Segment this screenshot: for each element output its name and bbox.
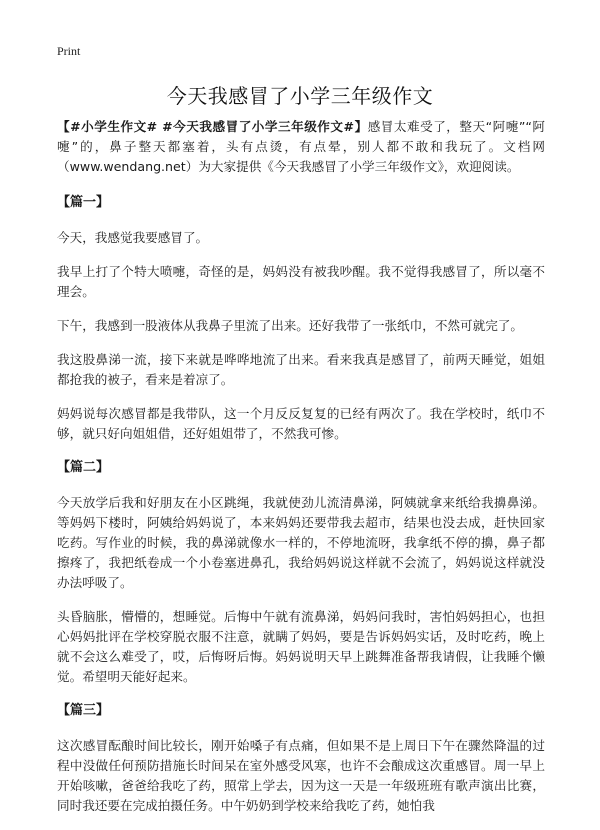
section-heading-2: 【篇二】 (57, 460, 110, 475)
section-heading-1: 【篇一】 (57, 195, 110, 210)
paragraph: 这次感冒酝酿时间比较长，刚开始嗓子有点痛，但如果不是上周日下午在骤然降温的过程中没做任何预防措施长时间呆在室外感受风寒，也许不会酿成这次重感冒。周一早上开始咳嗽，爸爸给我吃了药，照常上学去，因为这一天是一年级班班有歌声演出比赛，同时我还要在完成拍摄任务。中午奶奶到学校来给我吃了药，她怕我 (57, 738, 545, 813)
paragraph: 头昏脑胀，懵懵的，想睡觉。后悔中午就有流鼻涕，妈妈问我时，害怕妈妈担心，也担心妈妈批评在学校穿脱衣服不注意，就瞒了妈妈，要是告诉妈妈实话，及时吃药，晚上就不会这么难受了，哎，后悔呀后悔。妈妈说明天早上跳舞准备帮我请假，让我睡个懒觉。希望明天能好起来。 (57, 609, 545, 684)
paragraph: 今天，我感觉我要感冒了。 (57, 230, 209, 245)
section-heading-3: 【篇三】 (57, 703, 110, 718)
page-title: 今天我感冒了小学三年级作文 (166, 84, 434, 108)
paragraph: 我早上打了个特大喷嚏，奇怪的是，妈妈没有被我吵醒。我不觉得我感冒了，所以毫不理会。 (57, 264, 545, 299)
paragraph: 我这股鼻涕一流，接下来就是哗哗地流了出来。看来我真是感冒了，前两天睡觉，姐姐都抢我的被子，看来是着凉了。 (57, 352, 545, 387)
paragraph: 下午，我感到一股液体从我鼻子里流了出来。还好我带了一张纸巾，不然可就完了。 (57, 318, 523, 333)
print-link[interactable]: Print (57, 44, 81, 58)
intro-tag: 【#小学生作文# #今天我感冒了小学三年级作文#】 (57, 119, 368, 134)
article-body (57, 117, 545, 830)
intro-paragraph (57, 117, 545, 177)
paragraph: 妈妈说每次感冒都是我带队，这一个月反反复复的已经有两次了。我在学校时，纸巾不够，就只好向姐姐借，还好姐姐带了，不然我可惨。 (57, 406, 545, 441)
paragraph: 今天放学后我和好朋友在小区跳绳，我就使劲儿流清鼻涕，阿姨就拿来纸给我擤鼻涕。等妈妈下楼时，阿姨给妈妈说了，本来妈妈还要带我去超市，结果也没去成，赶快回家吃药。写作业的时候，我的鼻涕就像水一样的，不停地流呀，我拿纸不停的擤，鼻子都擦疼了，我把纸卷成一个小卷塞进鼻孔，我给妈妈说这样就不会流了，妈妈说这样就没办法呼吸了。 (57, 495, 545, 590)
intro-text: 感冒太难受了，整天“阿嚏”“阿嚏”的，鼻子整天都塞着，头有点烫，有点晕，别人都不敢和我玩了。文档网（www.wendang.net）为大家提供《今天我感冒了小学三年级作文》，欢迎阅读。 (57, 119, 546, 174)
